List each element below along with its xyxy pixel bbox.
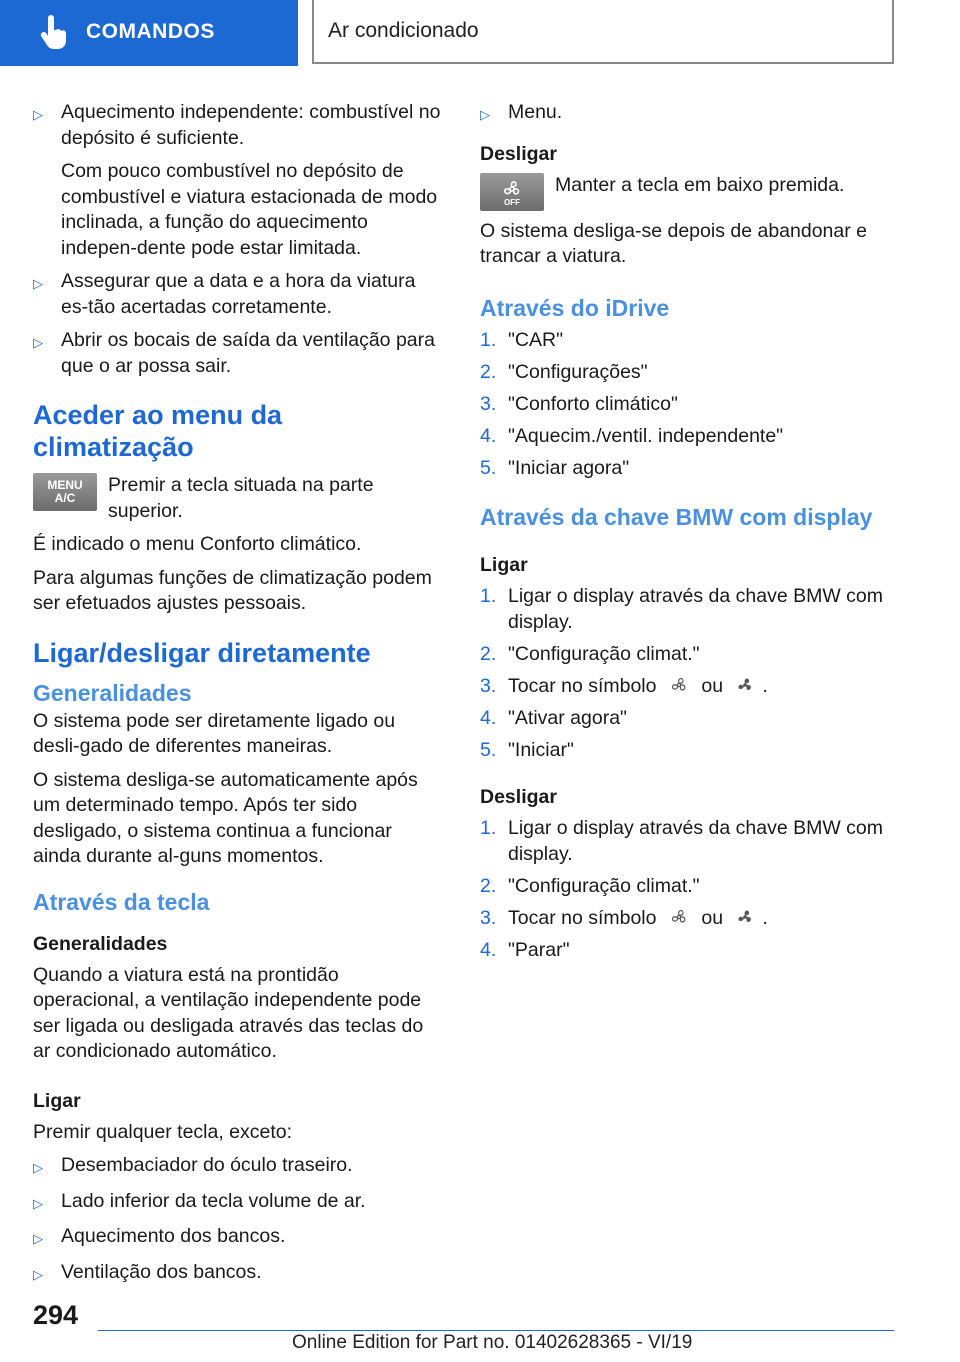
list-item: ▷ Menu. xyxy=(480,100,900,128)
list-item: ▷ Aquecimento independente: combustível no depósito é suficiente. xyxy=(33,100,443,151)
list-item: 2. "Configurações" xyxy=(480,360,648,383)
fan-filled-icon xyxy=(734,675,756,695)
minor-heading: Generalidades xyxy=(33,932,168,955)
paragraph: O sistema pode ser diretamente ligado ou desli-gado de diferentes maneiras. xyxy=(33,709,396,757)
triangle-bullet-icon: ▷ xyxy=(33,1160,43,1175)
list-item: 3. Tocar no símbolo ou . xyxy=(480,906,768,929)
left-column xyxy=(33,100,443,1295)
fan-filled-icon xyxy=(734,907,756,927)
list-item: 2. "Configuração climat." xyxy=(480,874,700,897)
triangle-bullet-icon: ▷ xyxy=(480,107,490,122)
list-item: ▷ Abrir os bocais de saída da ventilação para que o ar possa sair. xyxy=(33,328,443,379)
list-item: ▷ Desembaciador do óculo traseiro. xyxy=(33,1153,443,1181)
subsection-heading: Através da chave BMW com display xyxy=(480,504,873,530)
minor-heading: Ligar xyxy=(33,1089,81,1112)
paragraph: O sistema desliga-se depois de abandonar e trancar a viatura. xyxy=(480,219,867,267)
list-item: ▷ Assegurar que a data e a hora da viatura es-tão acertadas corretamente. xyxy=(33,269,443,320)
list-item: 2. "Configuração climat." xyxy=(480,642,700,665)
right-column xyxy=(480,100,900,970)
list-item: 1. "CAR" xyxy=(480,328,564,351)
subsection-heading: Através da tecla xyxy=(33,888,210,915)
list-item: 3. "Conforto climático" xyxy=(480,392,678,415)
list-item: 4. "Parar" xyxy=(480,938,570,961)
section-heading: Ligar/desligar diretamente xyxy=(33,637,371,668)
list-item: 1. Ligar o display através da chave BMW com display. xyxy=(480,585,883,633)
triangle-bullet-icon: ▷ xyxy=(33,1231,43,1246)
triangle-bullet-icon: ▷ xyxy=(33,107,43,122)
section-heading: Aceder ao menu da climatização xyxy=(33,400,283,462)
triangle-bullet-icon: ▷ xyxy=(33,276,43,291)
menu-ac-key-icon: MENU A/C xyxy=(33,473,97,511)
page-number: 294 xyxy=(33,1300,79,1330)
minor-heading: Desligar xyxy=(480,786,557,808)
list-item: ▷ Ventilação dos bancos. xyxy=(33,1260,443,1288)
triangle-bullet-icon: ▷ xyxy=(33,1195,43,1211)
fan-off-key-icon xyxy=(480,173,544,211)
list-item: 4. "Ativar agora" xyxy=(480,706,627,729)
paragraph: Premir qualquer tecla, exceto: xyxy=(33,1120,293,1143)
triangle-bullet-icon: ▷ xyxy=(33,335,43,350)
list-item: 5. "Iniciar" xyxy=(480,738,574,761)
triangle-bullet-icon: ▷ xyxy=(33,1266,43,1282)
minor-heading: Desligar xyxy=(480,142,557,165)
edition-footer: Online Edition for Part no. 01402628365 - VI/19 xyxy=(292,1332,693,1353)
list-item-continuation: Com pouco combustível no depósito de combustível e viatura estacionada de modo inclinada, a função do aquecimento indepen-dente pode estar limitada. xyxy=(61,160,438,259)
section-tab[interactable] xyxy=(0,0,298,64)
paragraph: O sistema desliga-se automaticamente após um determinado tempo. Após ter sido desligado, o sistema continua a funcionar ainda durante al-guns momentos. xyxy=(33,768,418,867)
subsection-heading: Através do iDrive xyxy=(480,294,670,321)
svg-text:OFF: OFF xyxy=(504,197,520,207)
minor-heading: Ligar xyxy=(480,554,528,576)
list-item: 1. Ligar o display através da chave BMW com display. xyxy=(480,817,883,865)
fan-outline-icon xyxy=(668,907,690,927)
list-item: 3. Tocar no símbolo ou . xyxy=(480,674,768,697)
list-item: 4. "Aquecim./ventil. independente" xyxy=(480,424,784,447)
list-item: 5. "Iniciar agora" xyxy=(480,456,630,479)
chapter-title: Ar condicionado xyxy=(312,0,894,64)
fan-icon xyxy=(497,177,527,207)
paragraph: Para algumas funções de climatização podem ser efetuados ajustes pessoais. xyxy=(33,566,432,614)
pointing-hand-icon xyxy=(34,12,74,52)
paragraph: Quando a viatura está na prontidão operacional, a ventilação independente pode ser ligada ou desligada através das teclas do ar condicionado automático. xyxy=(33,963,424,1062)
subsection-heading: Generalidades xyxy=(33,679,192,706)
off-key-row: OFF Manter a tecla em baixo premida. xyxy=(480,173,900,211)
list-item: ▷ Lado inferior da tecla volume de ar. xyxy=(33,1189,443,1217)
paragraph: É indicado o menu Conforto climático. xyxy=(33,533,362,555)
menu-key-row: MENU A/C Premir a tecla situada na parte superior. xyxy=(33,473,443,524)
footer-divider xyxy=(98,1330,894,1331)
list-item: ▷ Aquecimento dos bancos. xyxy=(33,1224,443,1252)
fan-outline-icon xyxy=(668,675,690,695)
header-divider xyxy=(0,64,298,66)
page-header xyxy=(0,0,960,66)
section-tab-label: COMANDOS xyxy=(86,20,215,43)
